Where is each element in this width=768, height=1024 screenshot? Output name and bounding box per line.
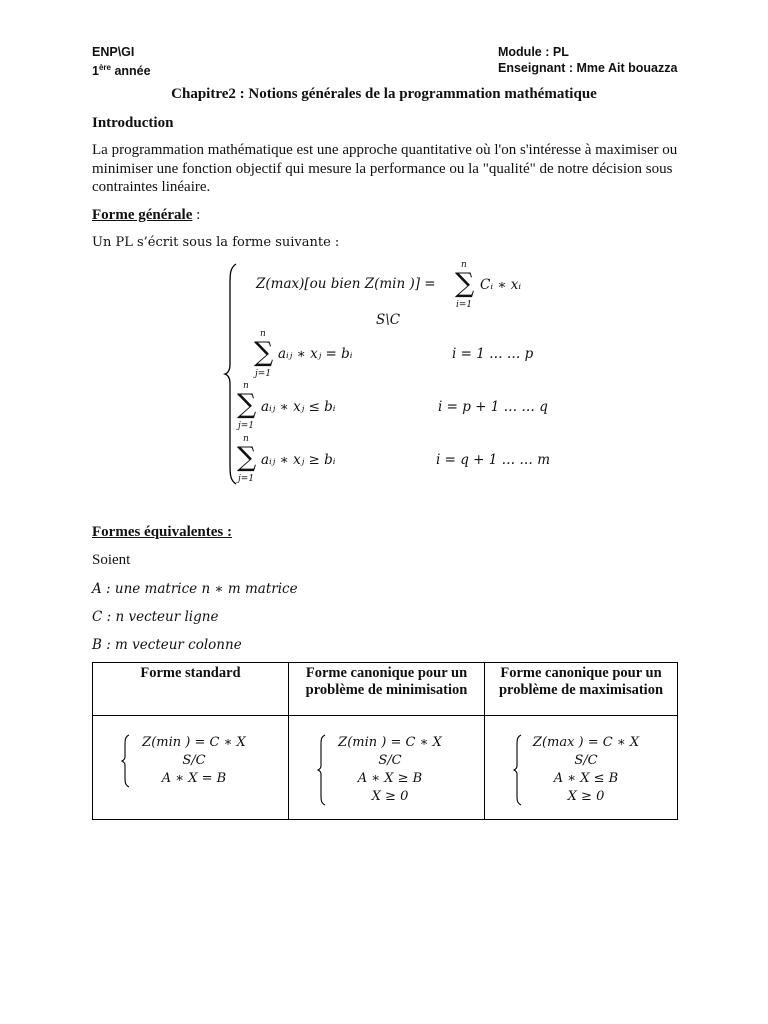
general-heading-colon: : bbox=[192, 207, 201, 223]
year-suffix: ère bbox=[98, 63, 111, 72]
canonical-max-line-2: S/C bbox=[574, 753, 598, 768]
school-label: ENP\GI bbox=[92, 45, 135, 59]
forms-table-row bbox=[93, 716, 678, 820]
header-canonical-min: Forme canonique pour un problème de minimisation bbox=[289, 663, 485, 716]
c2-sum-upper: n bbox=[243, 381, 249, 391]
general-lead: Un PL s’écrit sous la forme suivante : bbox=[92, 235, 340, 250]
standard-line-1: Z(min ) = C ∗ X bbox=[142, 735, 246, 750]
obj-sum-upper: n bbox=[461, 260, 467, 270]
def-a-text: : une matrice n ∗ m matrice bbox=[101, 581, 298, 597]
cell-canonical-max bbox=[485, 716, 678, 820]
c1-sum-sigma: ∑ bbox=[254, 337, 274, 368]
cell-standard bbox=[93, 716, 289, 820]
c2-sum-sigma: ∑ bbox=[237, 389, 257, 420]
header-canonical-max: Forme canonique pour un problème de maximisation bbox=[485, 663, 678, 716]
constraint-3-range: i = q + 1 … … m bbox=[436, 452, 551, 468]
standard-line-2: S/C bbox=[182, 753, 206, 768]
constraint-2-lhs: aᵢⱼ ∗ xⱼ ≤ bᵢ bbox=[261, 399, 336, 415]
intro-paragraph: La programmation mathématique est une approche quantitative où l'on s'intéresse à maximiser ou minimiser une fonction objectif qui mesure la performance ou la "qualité" de notre décision sous contraintes linéaire. bbox=[92, 142, 678, 195]
def-c-text: : n vecteur ligne bbox=[102, 609, 219, 625]
year-word: année bbox=[110, 64, 151, 79]
canonical-min-line-3: A ∗ X ≥ B bbox=[357, 771, 423, 786]
year-number: 1 bbox=[92, 64, 99, 79]
c1-sum-lower: j=1 bbox=[255, 369, 272, 379]
def-b-text: : m vecteur colonne bbox=[101, 637, 242, 653]
def-b-symbol: B bbox=[92, 637, 102, 653]
canonical-max-line-1: Z(max ) = C ∗ X bbox=[532, 735, 640, 750]
obj-sum-lower: i=1 bbox=[456, 300, 473, 310]
c3-sum-sigma: ∑ bbox=[237, 442, 257, 473]
year-label bbox=[92, 60, 151, 79]
def-a bbox=[92, 580, 298, 599]
def-a-symbol: A bbox=[92, 581, 102, 597]
page-title: Chapitre2 : Notions générales de la programmation mathématique bbox=[171, 86, 597, 102]
canonical-max-system bbox=[521, 734, 651, 806]
canonical-min-line-4: X ≥ 0 bbox=[371, 789, 409, 804]
module-label: Module : PL bbox=[498, 45, 569, 59]
obj-sum-sigma: ∑ bbox=[455, 268, 475, 299]
constraint-1-range: i = 1 … … p bbox=[452, 346, 534, 362]
standard-line-3: A ∗ X = B bbox=[161, 771, 227, 786]
canonical-min-line-2: S/C bbox=[378, 753, 402, 768]
constraint-2-range: i = p + 1 … … q bbox=[438, 399, 548, 415]
header-right bbox=[498, 44, 677, 76]
objective-term: Cᵢ ∗ xᵢ bbox=[480, 277, 522, 293]
def-b bbox=[92, 636, 242, 655]
c3-sum-lower: j=1 bbox=[238, 474, 255, 484]
forms-table bbox=[92, 662, 678, 820]
canonical-max-line-3: A ∗ X ≤ B bbox=[553, 771, 619, 786]
canonical-min-line-1: Z(min ) = C ∗ X bbox=[338, 735, 442, 750]
teacher-label: Enseignant : Mme Ait bouazza bbox=[498, 61, 678, 75]
system-brace bbox=[224, 264, 238, 484]
constraint-3-lhs: aᵢⱼ ∗ xⱼ ≥ bᵢ bbox=[261, 452, 336, 468]
constraint-1-lhs: aᵢⱼ ∗ xⱼ = bᵢ bbox=[278, 346, 353, 362]
c1-sum-upper: n bbox=[260, 329, 266, 339]
def-c bbox=[92, 608, 218, 627]
forms-table-header-row bbox=[93, 663, 678, 716]
cell-canonical-min bbox=[289, 716, 485, 820]
st-label: S\C bbox=[376, 312, 401, 328]
def-c-symbol: C bbox=[92, 609, 103, 625]
header-standard: Forme standard bbox=[93, 663, 289, 716]
general-heading-line bbox=[92, 206, 200, 225]
c3-sum-upper: n bbox=[243, 434, 249, 444]
c2-sum-lower: j=1 bbox=[238, 421, 255, 431]
equivalent-heading: Formes équivalentes : bbox=[92, 524, 232, 540]
equivalent-heading-line bbox=[92, 523, 232, 542]
header-left bbox=[92, 44, 151, 79]
standard-system bbox=[129, 734, 259, 788]
canonical-min-system bbox=[325, 734, 455, 806]
soient-label: Soient bbox=[92, 552, 131, 568]
canonical-max-line-4: X ≥ 0 bbox=[567, 789, 605, 804]
intro-heading: Introduction bbox=[92, 115, 174, 131]
general-heading: Forme générale bbox=[92, 207, 193, 223]
objective-text: Z(max)[ou bien Z(min )] = bbox=[256, 276, 436, 292]
